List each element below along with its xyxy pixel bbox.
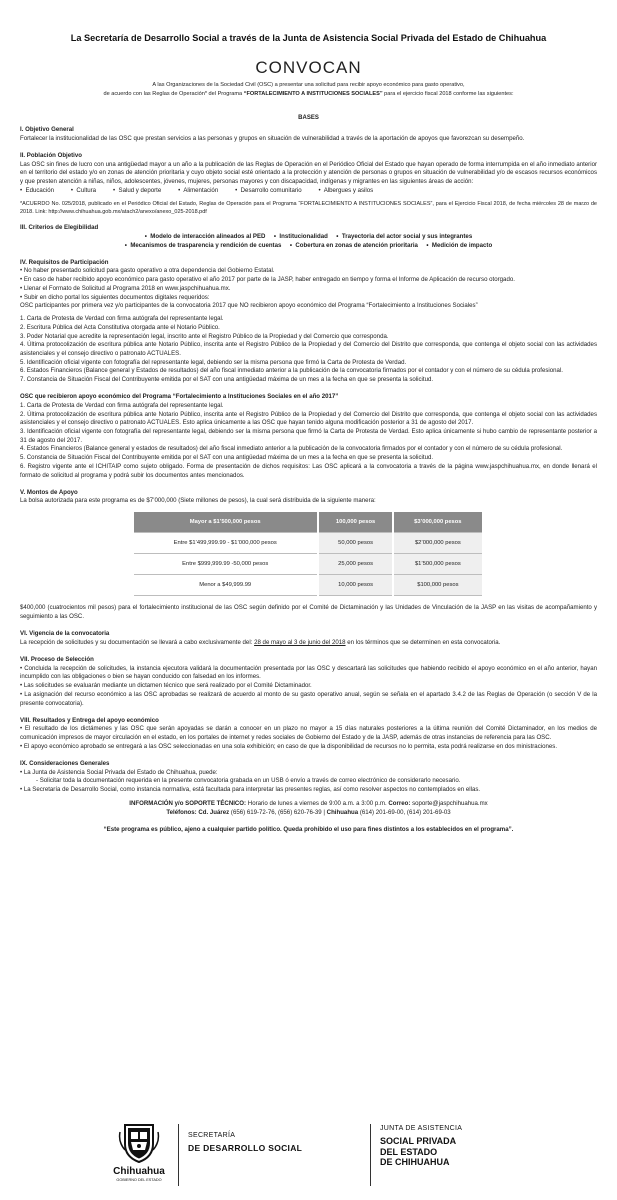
s4-bullet: • Subir en dicho portal los siguientes documentos digitales requeridos: (20, 293, 210, 301)
doc-item: 2. Última protocolización de escritura pública ante Notario Público, inscrita ante el Registro Público de la Propiedad y del Comercio del Distrito que corresponda, que contenga el objeto social con las actividades asistenciales y el consejo directivo o patronato ACTUALES. Esto aplica únicamente a las OSC que hayan tenido alguna modificación posterior a 31 de agosto del 2017. (20, 410, 597, 427)
jasp-line4: DE CHIHUAHUA (380, 1157, 450, 1167)
intro-line2 (30, 90, 587, 99)
s7-bullet: • La asignación del recurso económico a las OSC aprobadas se realizará de acuerdo al monto de su gasto operativo anual, según se señala en el apartado 3.4.2 de las Reglas de Operación (o sección V de la presente convocatoria). (20, 690, 597, 707)
table-cell: 10,000 pesos (318, 575, 393, 596)
s2-areas: • Educación • Cultura • Salud y deporte • Alimentación • Desarrollo comunitario • Albergues y asilos (20, 186, 374, 194)
chihuahua-label: Chihuahua (326, 809, 359, 817)
doc-item: 1. Carta de Protesta de Verdad con firma autógrafa del representante legal. (20, 401, 224, 409)
table-cell: $3’000,000 pesos (393, 512, 482, 533)
s8-bullet: • El apoyo económico aprobado se entregará a las OSC seleccionadas en una sola exhibición; en caso de que la disponibilidad de recursos no lo permita, esta podrá realizarse en dos ministraciones. (20, 742, 558, 750)
table-cell: Entre $1’499,999.99 - $1’000,000 pesos (134, 533, 318, 554)
table-cell: 50,000 pesos (318, 533, 393, 554)
s8-bullet: • El resultado de los dictámenes y las OSC que serán apoyadas se darán a conocer en un plazo no mayor a 15 días naturales posteriores a la última reunión del Comité Dictaminador, en los medios de comunicación impresos de mayor circulación en el estado, en los portales de internet y redes sociales de Gobierno del Estado y de la JASP, además de otras instancias de referencia para las OSC. (20, 725, 597, 742)
jasp-line2: SOCIAL PRIVADA (380, 1136, 457, 1146)
table-cell: $2’000,000 pesos (393, 533, 482, 554)
s2-text: Las OSC sin fines de lucro con una antigüedad mayor a un año a la publicación de las Reglas de Operación en el Periódico Oficial del Estado que hayan operado de forma interrumpida en el año inmediato anterior en el territorio del estado y/o en zonas de atención prioritaria y cuyo objeto social esté orientado a la protección y atención de personas o grupos en situación de vulnerabilidad y/o de escasos recursos económicos y que presten atención a niñas, niños, adolescentes, jóvenes, mujeres, personas mayores y con discapacidad, indígenas y migrantes en las siguientes áreas de acción: (20, 160, 597, 186)
s9-heading: IX. Consideraciones Generales (20, 760, 110, 768)
intro-line2-post: para el ejercicio fiscal 2018 conforme las siguientes: (382, 91, 514, 97)
intro (30, 81, 587, 99)
contact-info (20, 799, 597, 817)
doc-item: 4. Estados Financieros (Balance general y estados de resultados) del año fiscal inmediato anterior a la publicación de la convocatoria firmados por el contador y con el número de su cédula profesional. (20, 445, 563, 453)
s1-heading: I. Objetivo General (20, 126, 74, 133)
table-cell: $100,000 pesos (393, 575, 482, 596)
intro-line2-pre: de acuerdo con las Reglas de Operación* del Programa (103, 91, 244, 97)
s9-bullet: • La Junta de Asistencia Social Privada del Estado de Chihuahua, puede: (20, 768, 218, 776)
s6-heading: VI. Vigencia de la convocatoria (20, 630, 110, 638)
s3-row2: • Mecanismos de trasparencia y rendición de cuentas • Cobertura en zonas de atención prioritaria • Medición de impacto (124, 241, 493, 249)
doc-item: 6. Estados Financieros (Balance general y Estados de resultados) del año fiscal inmediato anterior a la publicación de la convocatoria firmados por el contador y con el número de su cédula profesional. (20, 367, 563, 375)
juarez-phones: (656) 619-72-76, (656) 620-76-39 | (229, 809, 327, 817)
main-title: CONVOCAN (255, 58, 362, 77)
doc-item: 1. Carta de Protesta de Verdad con firma autógrafa del representante legal. (20, 315, 224, 323)
support-label: INFORMACIÓN y/o SOPORTE TÉCNICO: (129, 800, 247, 808)
disclaimer: “Este programa es público, ajeno a cualquier partido político. Queda prohibido el uso para fines distintos a los establecidos en el programa”. (103, 825, 514, 833)
footer (0, 1112, 617, 1200)
s2-note: *ACUERDO No. 025/2018, publicado en el Periódico Oficial del Estado, Reglas de Operación para el Programa “FORTALECIMIENTO A INSTITUCIONES SOCIALES”, para el Ejercicio Fiscal 2018, de fecha miércoles 28 de marzo de 2018. Link: http://www.chihuahua.gob.mx/atach2/anexo/anexo_025-2018.pdf (20, 200, 597, 215)
s4-bullet: • Llenar el Formato de Solicitud al Programa 2018 en www.jaspchihuahua.mx. (20, 284, 231, 292)
s2-heading: II. Población Objetivo (20, 151, 82, 159)
doc-item: 2. Escritura Pública del Acta Constitutiva otorgada ante el Notario Público. (20, 323, 220, 331)
email-label: Correo: (388, 800, 411, 808)
s9-sub-bullet: - Solicitar toda la documentación requerida en la presente convocatoria grabada en un USB ó envío a través de correo electrónico de considerarlo necesario. (36, 777, 461, 785)
table-row (134, 533, 483, 554)
doc-item: 3. Poder Notarial que acredite la representación legal, inscrito ante el Registro Público de la Propiedad y del Comercio que corresponda. (20, 332, 389, 340)
s6-dates: 28 de mayo al 3 de junio del 2018 (254, 638, 346, 646)
s4-bullet: OSC participantes por primera vez y/o participantes de la convocatoria 2017 que NO recibieron apoyo económico del Programa “Fortalecimiento a Instituciones Sociales” (20, 302, 478, 310)
s6-pre: La recepción de solicitudes y su documentación se llevará a cabo exclusivamente del: (20, 638, 255, 646)
doc-item: 7. Constancia de Situación Fiscal del Contribuyente emitida por el SAT con una antigüedad máxima de un mes a la fecha en que se presenta la solicitud. (20, 376, 434, 384)
jasp-name (380, 1136, 530, 1168)
s3-row1: • Modelo de interacción alineados al PED • Institucionalidad • Trayectoria del actor social y sus integrantes (144, 232, 473, 240)
top-title: La Secretaría de Desarrollo Social a través de la Junta de Asistencia Social Privada del Estado de Chihuahua (70, 33, 547, 43)
s4-bullet: • No haber presentado solicitud para gasto operativo a otra dependencia del Gobierno Estatal. (20, 267, 275, 275)
s4-heading: IV. Requisitos de Participación (20, 258, 109, 266)
chihuahua-phones: (614) 201-69-00, (614) 201-69-03 (358, 809, 451, 817)
footer-divider (178, 1124, 179, 1186)
content (20, 126, 597, 834)
intro-line1: A las Organizaciones de la Sociedad Civil (OSC) a presentar una solicitud para recibir apoyo económico para gasto operativo, (152, 82, 465, 88)
secretaria-line1: SECRETARÍA (188, 1132, 236, 1139)
footer-divider (370, 1124, 371, 1186)
s6-post: en los términos que se determinen en esta convocatoria. (345, 638, 501, 646)
s3-heading: III. Criterios de Elegibilidad (20, 224, 99, 232)
s7-heading: VII. Proceso de Selección (20, 656, 94, 663)
doc-item: 4. Última protocolización de escritura pública ante Notario Público, inscrita ante el Registro Público de la Propiedad y del Comercio del Distrito que corresponda, que contenga el objeto social con las actividades asistenciales y el consejo directivo o patronato ACTUALES. (20, 341, 597, 357)
s6-text (20, 639, 597, 648)
doc-item: 3. Identificación oficial vigente con fotografía del representante legal, debiendo ser la misma persona que firmó la Carta de Protesta de Verdad. Esto aplica únicamente si hubo cambio de representante posterior a 31 de agosto del 2017. (20, 428, 597, 444)
table-cell: 25,000 pesos (318, 554, 393, 575)
table-row (134, 554, 483, 575)
program-name: “FORTALECIMIENTO A INSTITUCIONES SOCIALES” (243, 91, 383, 97)
logo-subtext: GOBIERNO DEL ESTADO (116, 1178, 162, 1182)
table-cell: Menor a $49,999.99 (134, 575, 318, 596)
phones-label: Teléfonos: Cd. Juárez (166, 809, 230, 817)
jasp-line3: DEL ESTADO (380, 1146, 438, 1157)
table-cell: 100,000 pesos (318, 512, 393, 533)
doc-item: 5. Identificación oficial vigente con fotografía del representante legal, debiendo ser la misma persona que firmó la Carta de Protesta de Verdad. (20, 358, 407, 366)
doc-item: 6. Registro vigente ante el ICHITAIP como sujeto obligado. Forma de presentación de dichos requisitos: Las OSC aplicará a la convocatoria a través de la página www.jaspchihuahua.mx, en donde llenará el formato de solicitud al programa y podrá subir los documentos antes mencionados. (20, 462, 597, 479)
support-hours: Horario de lunes a viernes de 9:00 a.m. a 3:00 p.m. (246, 800, 389, 808)
s5-after: $400,000 (cuatrocientos mil pesos) para el fortalecimiento institucional de las OSC según definido por el Comité de Dictaminación y las Unidades de Vinculación de la JASP en las visitas de acompañamiento y seguimiento a las OSC. (20, 604, 597, 620)
secretaria-line2: DE DESARROLLO SOCIAL (188, 1143, 303, 1153)
state-seal-icon (116, 1122, 162, 1164)
table-cell: Entre $999,999.99 -50,000 pesos (134, 554, 318, 575)
s7-bullet: • Las solicitudes se evaluarán mediante un dictamen técnico que será realizado por el Comité Dictaminador. (20, 682, 312, 690)
s4-subheading: OSC que recibieron apoyo económico del Programa “Fortalecimiento a Instituciones Sociales en el año 2017” (20, 393, 339, 401)
table-row (134, 575, 483, 596)
s8-heading: VIII. Resultados y Entrega del apoyo económico (20, 716, 159, 724)
table-row (134, 512, 483, 533)
logo-text: Chihuahua (113, 1166, 165, 1177)
table-cell: $1’500,000 pesos (393, 554, 482, 575)
support-line (20, 799, 597, 808)
s9-bullet: • La Secretaría de Desarrollo Social, como instancia normativa, está facultada para interpretar las presentes reglas, así como resolver aspectos no contemplados en ellas. (20, 786, 481, 794)
s5-text: La bolsa autorizada para este programa es de $7’000,000 (Siete millones de pesos), la cual será distribuida de la siguiente manera: (20, 497, 376, 505)
table-cell: Mayor a $1’500,000 pesos (134, 512, 318, 533)
doc-item: 5. Constancia de Situación Fiscal del Contribuyente emitida por el SAT con una antigüedad máxima de un mes a la fecha en que se presenta la solicitud. (20, 454, 434, 462)
phones-line (20, 808, 597, 817)
bases-title: BASES (298, 115, 319, 121)
s4-bullet: • En caso de haber recibido apoyo económico para gasto operativo el año 2017 por parte de la JASP, haber entregado en tiempo y forma el Informe de Aplicación de recurso otorgado. (20, 276, 515, 284)
s1-text: Fortalecer la institucionalidad de las OSC que prestan servicios a las personas y grupos en situación de vulnerabilidad a través de la aportación de apoyos que favorezcan su desempeño. (20, 134, 525, 142)
jasp-line1: JUNTA DE ASISTENCIA (380, 1125, 463, 1132)
s5-heading: V. Montos de Apoyo (20, 488, 78, 496)
email-address: soporte@jaspchihuahua.mx (410, 800, 488, 808)
s7-bullet: • Concluida la recepción de solicitudes, la instancia ejecutora validará la documentación presentada por las OSC y descartará las solicitudes que habiendo recibido el apoyo económico en el año anterior, hayan incumplido con las obligaciones o bien se hayan conducido con falsedad en los informes. (20, 664, 597, 681)
amounts-table (134, 512, 484, 596)
